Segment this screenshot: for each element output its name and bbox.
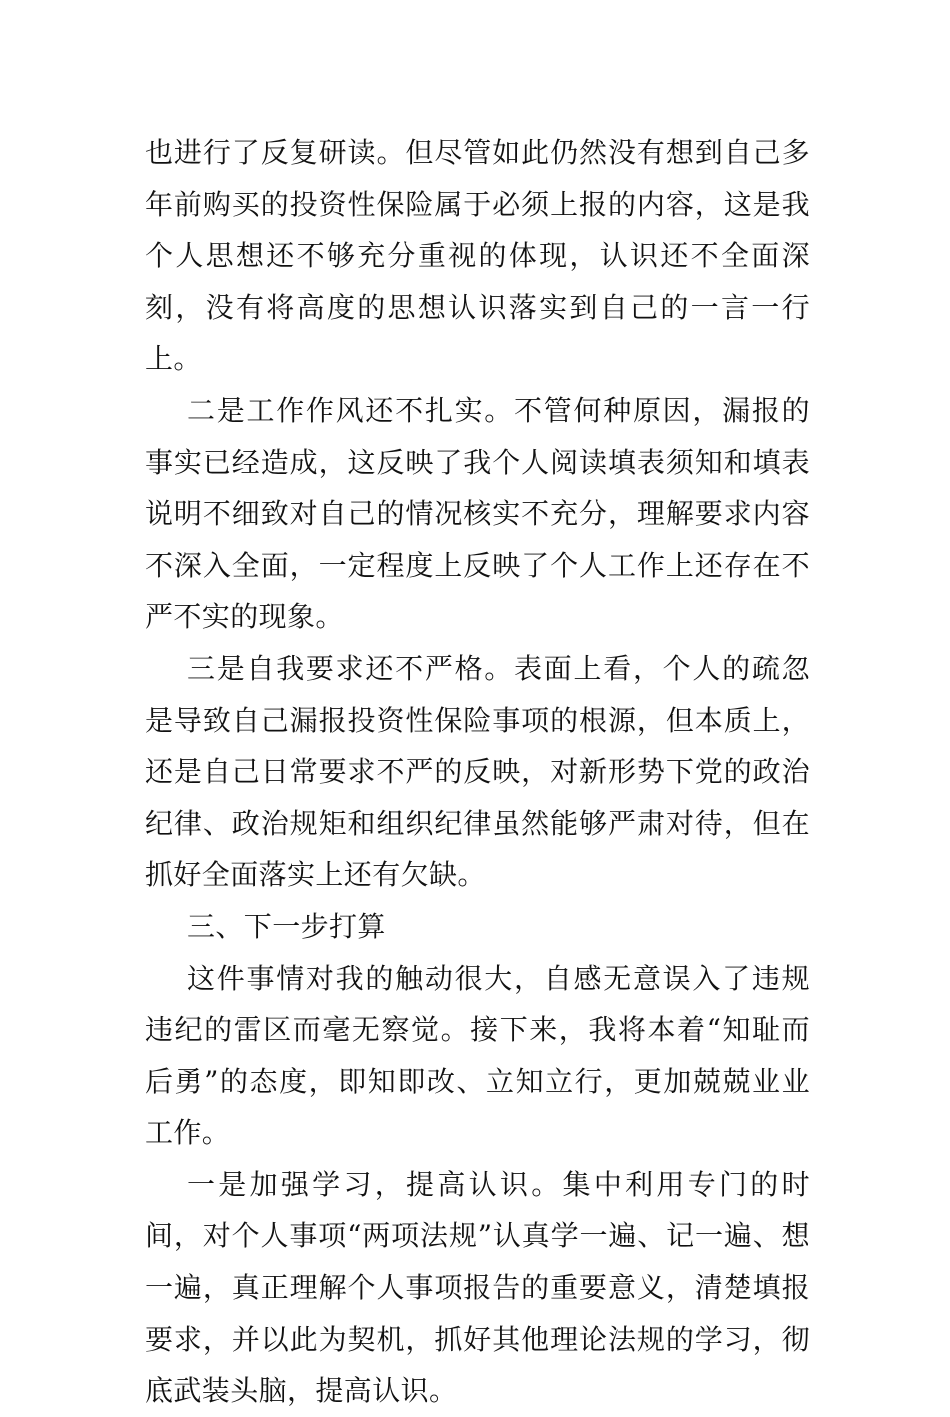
- paragraph-strengthen-study: 一是加强学习，提高认识。集中利用专门的时间，对个人事项“两项法规”认真学一遍、记一遍、想一遍，真正理解个人事项报告的重要意义，清楚填报要求，并以此为契机，抓好其他理论法规的学习，彻底武装头脑，提高认识。: [145, 1167, 810, 1408]
- paragraph-self-discipline: 三是自我要求还不严格。表面上看，个人的疏忽是导致自己漏报投资性保险事项的根源，但本质上，还是自己日常要求不严的反映，对新形势下党的政治纪律、政治规矩和组织纪律虽然能够严肃对待，但在抓好全面落实上还有欠缺。: [145, 651, 810, 892]
- paragraph-work-style: 二是工作作风还不扎实。不管何种原因，漏报的事实已经造成，这反映了我个人阅读填表须知和填表说明不细致对自己的情况核实不充分，理解要求内容不深入全面，一定程度上反映了个人工作上还存在不严不实的现象。: [145, 393, 810, 634]
- document-body: [145, 127, 810, 1417]
- paragraph-reflection: 这件事情对我的触动很大，自感无意误入了违规违纪的雷区而毫无察觉。接下来，我将本着“知耻而后勇”的态度，即知即改、立知立行，更加兢兢业业工作。: [145, 961, 810, 1150]
- section-heading-next-steps: 三、下一步打算: [187, 909, 386, 943]
- paragraph-continuation: 也进行了反复研读。但尽管如此仍然没有想到自己多年前购买的投资性保险属于必须上报的内容，这是我个人思想还不够充分重视的体现，认识还不全面深刻，没有将高度的思想认识落实到自己的一言一行上。: [145, 136, 810, 376]
